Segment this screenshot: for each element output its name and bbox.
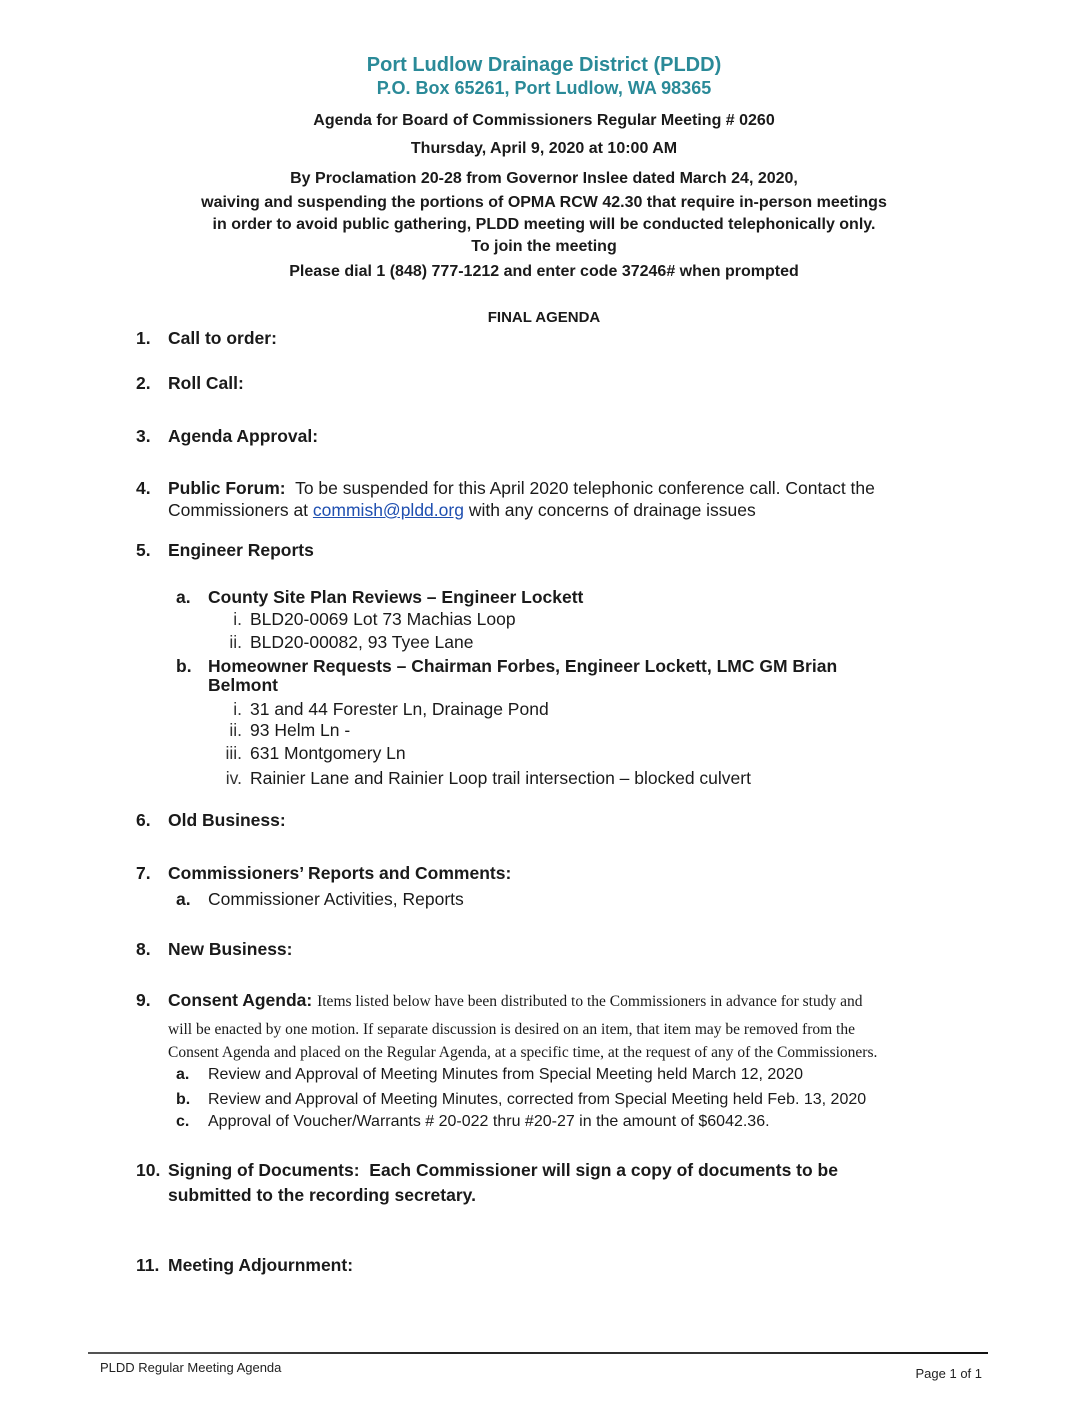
item-title: Meeting Adjournment:: [168, 1255, 354, 1275]
agenda-title: Agenda for Board of Commissioners Regular Meeting # 0260: [313, 112, 775, 129]
point-text: 93 Helm Ln -: [250, 720, 351, 740]
sub-text: Review and Approval of Meeting Minutes from Special Meeting held March 12, 2020: [208, 1066, 803, 1083]
agenda-item-9: [136, 990, 863, 1011]
item-number: 9.: [136, 990, 151, 1010]
sub-title-cont: Belmont: [208, 675, 278, 695]
roman-numeral: i.: [233, 609, 242, 629]
sub-text: Approval of Voucher/Warrants # 20-022 thru #20-27 in the amount of $6042.36.: [208, 1113, 770, 1130]
item-number: 6.: [136, 810, 151, 830]
item-title: Old Business:: [168, 810, 286, 830]
join-heading: To join the meeting: [471, 238, 617, 255]
item-text: Consent Agenda and placed on the Regular Agenda, at a specific time, at the request of any of the Commissioners.: [168, 1044, 878, 1061]
meeting-date: Thursday, April 9, 2020 at 10:00 AM: [410, 140, 678, 157]
point-text: 631 Montgomery Ln: [250, 743, 406, 763]
sub-label: a.: [176, 889, 191, 909]
item-number: 5.: [136, 540, 151, 560]
point: [210, 720, 350, 741]
sub-title: Homeowner Requests – Chairman Forbes, Engineer Lockett, LMC GM Brian: [208, 656, 838, 676]
agenda-item-1: [136, 328, 277, 349]
sub-item-9c: [176, 1113, 770, 1131]
item-text-cont: submitted to the recording secretary.: [168, 1185, 476, 1205]
agenda-item-4: [136, 478, 875, 499]
item-title: Signing of Documents:: [168, 1160, 360, 1180]
sub-label: b.: [176, 656, 192, 676]
sub-label: c.: [176, 1113, 190, 1130]
item-title: Agenda Approval:: [168, 426, 319, 446]
roman-numeral: iv.: [225, 768, 242, 788]
sub-item-9b: [176, 1091, 866, 1109]
agenda-item-8: [136, 939, 292, 960]
item-title: Commissioners’ Reports and Comments:: [168, 863, 512, 883]
sub-label: a.: [176, 1066, 190, 1083]
sub-title: County Site Plan Reviews – Engineer Lockett: [208, 587, 584, 607]
point: [210, 768, 751, 789]
point-text: BLD20-00082, 93 Tyee Lane: [250, 632, 474, 652]
item-title: Consent Agenda:: [168, 990, 313, 1010]
sub-item-9a: [176, 1066, 803, 1084]
proclamation-line: in order to avoid public gathering, PLDD meeting will be conducted telephonically only.: [212, 216, 876, 233]
item-title: Public Forum:: [168, 478, 286, 498]
agenda-item-4-line2: [168, 500, 756, 521]
item-number: 8.: [136, 939, 151, 959]
item-text: will be enacted by one motion. If separate discussion is desired on an item, that item may be removed from the: [168, 1021, 855, 1038]
point-text: 31 and 44 Forester Ln, Drainage Pond: [250, 699, 549, 719]
roman-numeral: iii.: [225, 743, 242, 763]
sub-text: Commissioner Activities, Reports: [208, 889, 464, 909]
roman-numeral: ii.: [229, 632, 242, 652]
item-number: 7.: [136, 863, 151, 883]
point-text: BLD20-0069 Lot 73 Machias Loop: [250, 609, 516, 629]
agenda-item-3: [136, 426, 318, 447]
item-number: 4.: [136, 478, 151, 498]
footer-left: PLDD Regular Meeting Agenda: [100, 1360, 282, 1375]
sub-item-5b: [176, 656, 837, 677]
item-text: Each Commissioner will sign a copy of documents to be: [369, 1160, 838, 1180]
sub-text: Review and Approval of Meeting Minutes, corrected from Special Meeting held Feb. 13, 2020: [208, 1091, 867, 1108]
sub-label: b.: [176, 1091, 191, 1108]
agenda-item-5: [136, 540, 314, 561]
page-number: Page 1 of 1: [915, 1366, 982, 1381]
item-number: 10.: [136, 1160, 161, 1180]
item-text: Items listed below have been distributed to the Commissioners in advance for study and: [317, 993, 863, 1010]
agenda-item-6: [136, 810, 286, 831]
item-number: 3.: [136, 426, 151, 446]
item-number: 2.: [136, 373, 151, 393]
item-title: Engineer Reports: [168, 540, 314, 560]
dial-in-instructions: Please dial 1 (848) 777-1212 and enter code 37246# when prompted: [289, 263, 799, 280]
point: [210, 743, 406, 764]
proclamation-line: By Proclamation 20-28 from Governor Inslee dated March 24, 2020,: [290, 170, 798, 187]
point: [210, 699, 549, 720]
final-agenda-label: FINAL AGENDA: [487, 309, 601, 326]
org-name: Port Ludlow Drainage District (PLDD): [366, 54, 722, 76]
item-text: Commissioners at: [168, 500, 309, 520]
agenda-item-11: [136, 1255, 353, 1276]
agenda-item-2: [136, 373, 244, 394]
org-address: P.O. Box 65261, Port Ludlow, WA 98365: [376, 78, 712, 98]
email-link[interactable]: commish@pldd.org: [312, 500, 464, 520]
sub-item-5a: [176, 587, 583, 608]
roman-numeral: i.: [233, 699, 242, 719]
footer-divider: [88, 1352, 988, 1354]
sub-label: a.: [176, 587, 191, 607]
item-number: 11.: [136, 1255, 160, 1275]
roman-numeral: ii.: [229, 720, 242, 740]
item-text: with any concerns of drainage issues: [468, 500, 756, 520]
sub-item-7a: [176, 889, 464, 910]
agenda-item-7: [136, 863, 511, 884]
point-text: Rainier Lane and Rainier Loop trail intersection – blocked culvert: [250, 768, 751, 788]
item-number: 1.: [136, 328, 151, 348]
proclamation-line: waiving and suspending the portions of OPMA RCW 42.30 that require in-person meetings: [201, 194, 887, 211]
point: [210, 609, 516, 630]
item-text: To be suspended for this April 2020 telephonic conference call. Contact the: [295, 478, 875, 498]
item-title: Call to order:: [168, 328, 277, 348]
item-title: New Business:: [168, 939, 293, 959]
agenda-item-10: [136, 1160, 838, 1181]
point: [210, 632, 473, 653]
item-title: Roll Call:: [168, 373, 244, 393]
